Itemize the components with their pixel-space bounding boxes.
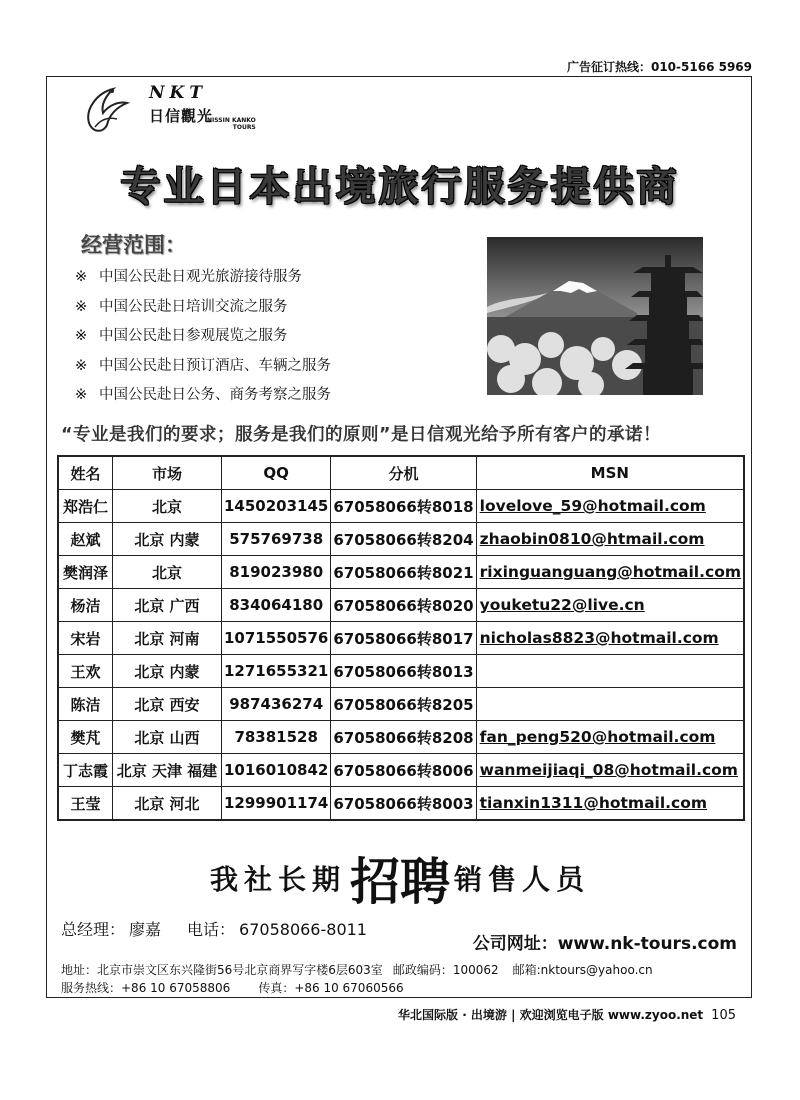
list-item — [75, 352, 331, 382]
cell-name: 宋岩 — [58, 622, 112, 655]
list-item — [75, 293, 331, 323]
table-row — [58, 688, 744, 721]
cell-market: 北京 内蒙 — [112, 655, 221, 688]
cell-market: 北京 内蒙 — [112, 523, 221, 556]
cell-market: 北京 广西 — [112, 589, 221, 622]
col-header-extension: 分机 — [331, 456, 476, 490]
general-manager-line — [61, 917, 371, 940]
table-row — [58, 556, 744, 589]
email[interactable]: 邮箱:nktours@yahoo.cn — [512, 963, 653, 977]
cell-extension: 67058066转8013 — [331, 655, 476, 688]
phone-number: 67058066-8011 — [239, 920, 367, 939]
scope-item-text: 中国公民赴日培训交流之服务 — [99, 298, 288, 315]
reference-mark-icon: ※ — [75, 269, 88, 285]
cell-qq: 575769738 — [222, 523, 331, 556]
cell-market: 北京 — [112, 490, 221, 523]
cell-qq: 819023980 — [222, 556, 331, 589]
address-line — [61, 961, 653, 978]
cell-msn[interactable]: rixinguanguang@hotmail.com — [476, 556, 744, 589]
logo-chinese-name: 日信觀光 — [149, 107, 214, 125]
business-scope-title: 经营范围： — [81, 233, 186, 257]
cell-extension: 67058066转8204 — [331, 523, 476, 556]
scope-item-text: 中国公民赴日预订酒店、车辆之服务 — [99, 357, 331, 374]
cell-qq: 987436274 — [222, 688, 331, 721]
logo-english-name — [207, 117, 256, 131]
cell-msn — [476, 655, 744, 688]
cell-market: 北京 山西 — [112, 721, 221, 754]
cell-msn[interactable]: tianxin1311@hotmail.com — [476, 787, 744, 821]
company-logo — [79, 83, 299, 139]
logo-en-line2: TOURS — [232, 124, 256, 131]
cell-extension: 67058066转8006 — [331, 754, 476, 787]
phone-label: 电话： — [187, 920, 236, 939]
cell-msn[interactable]: wanmeijiaqi_08@hotmail.com — [476, 754, 744, 787]
cell-msn[interactable]: nicholas8823@hotmail.com — [476, 622, 744, 655]
recruitment-banner — [47, 842, 753, 914]
cell-name: 丁志霞 — [58, 754, 112, 787]
business-scope-list — [75, 263, 331, 411]
staff-contact-table — [57, 455, 745, 821]
crane-logo-icon — [79, 83, 131, 137]
footer-text: 华北国际版 · 出境游 | 欢迎浏览电子版 www.zyoo.net — [398, 1008, 704, 1022]
cell-msn[interactable]: lovelove_59@hotmail.com — [476, 490, 744, 523]
cell-msn[interactable]: fan_peng520@hotmail.com — [476, 721, 744, 754]
cell-market: 北京 河北 — [112, 787, 221, 821]
reference-mark-icon: ※ — [75, 298, 88, 315]
cell-extension: 67058066转8020 — [331, 589, 476, 622]
cell-msn[interactable]: zhaobin0810@htmail.com — [476, 523, 744, 556]
table-row — [58, 754, 744, 787]
cell-qq: 1071550576 — [222, 622, 331, 655]
cell-market: 北京 河南 — [112, 622, 221, 655]
table-row — [58, 589, 744, 622]
ad-hotline: 广告征订热线：010-5166 5969 — [566, 60, 752, 74]
gm-label: 总经理： — [61, 920, 126, 939]
col-header-qq: QQ — [222, 456, 331, 490]
list-item — [75, 381, 331, 411]
cell-market: 北京 天津 福建 — [112, 754, 221, 787]
scope-item-text: 中国公民赴日公务、商务考察之服务 — [99, 387, 331, 403]
list-item — [75, 322, 331, 352]
table-row — [58, 490, 744, 523]
ad-frame — [46, 76, 752, 998]
postcode: 邮政编码：100062 — [392, 963, 499, 977]
list-item — [75, 263, 331, 293]
cell-extension: 67058066转8208 — [331, 721, 476, 754]
logo-nkt-text: NKT — [149, 83, 207, 103]
gm-name: 廖嘉 — [129, 920, 162, 939]
company-slogan: “专业是我们的要求；服务是我们的原则”是日信观光给予所有客户的承诺！ — [61, 425, 662, 445]
cell-market: 北京 西安 — [112, 688, 221, 721]
cell-name: 陈洁 — [58, 688, 112, 721]
recruit-text-1: 我社长期 — [209, 863, 346, 896]
table-row — [58, 523, 744, 556]
reference-mark-icon: ※ — [75, 357, 88, 374]
cell-name: 郑浩仁 — [58, 490, 112, 523]
cell-qq: 834064180 — [222, 589, 331, 622]
cell-msn — [476, 688, 744, 721]
table-row — [58, 721, 744, 754]
col-header-market: 市场 — [112, 456, 221, 490]
table-row — [58, 655, 744, 688]
reference-mark-icon: ※ — [75, 387, 88, 403]
cell-extension: 67058066转8017 — [331, 622, 476, 655]
cell-name: 王欢 — [58, 655, 112, 688]
cell-name: 杨洁 — [58, 589, 112, 622]
cell-qq: 1299901174 — [222, 787, 331, 821]
cell-name: 王莹 — [58, 787, 112, 821]
cell-qq: 1271655321 — [222, 655, 331, 688]
cell-market: 北京 — [112, 556, 221, 589]
cell-name: 樊芃 — [58, 721, 112, 754]
main-headline: 专业日本出境旅行服务提供商 — [120, 164, 680, 210]
col-header-name: 姓名 — [58, 456, 112, 490]
scope-item-text: 中国公民赴日参观展览之服务 — [99, 328, 288, 344]
logo-en-line1: NISSIN KANKO — [207, 117, 256, 124]
service-line — [61, 979, 404, 996]
cell-name: 赵斌 — [58, 523, 112, 556]
table-header-row — [58, 456, 744, 490]
company-website[interactable]: 公司网址：www.nk-tours.com — [472, 934, 737, 954]
table-row — [58, 622, 744, 655]
table-row — [58, 787, 744, 821]
cell-qq: 1016010842 — [222, 754, 331, 787]
recruit-text-highlight: 招聘 — [350, 853, 450, 911]
recruit-text-2: 销售人员 — [454, 863, 591, 896]
mount-fuji-pagoda-photo — [487, 237, 703, 395]
col-header-msn: MSN — [476, 456, 744, 490]
scope-item-text: 中国公民赴日观光旅游接待服务 — [99, 269, 302, 285]
cell-extension: 67058066转8003 — [331, 787, 476, 821]
cell-extension: 67058066转8018 — [331, 490, 476, 523]
cell-msn[interactable]: youketu22@live.cn — [476, 589, 744, 622]
cell-qq: 78381528 — [222, 721, 331, 754]
cell-extension: 67058066转8021 — [331, 556, 476, 589]
page-footer — [398, 1006, 736, 1023]
service-hotline: 服务热线：+86 10 67058806 — [61, 981, 231, 995]
page-number: 105 — [711, 1008, 736, 1023]
reference-mark-icon: ※ — [75, 328, 88, 344]
address: 地址：北京市崇文区东兴隆街56号北京商界写字楼6层603室 — [61, 963, 383, 977]
cell-qq: 1450203145 — [222, 490, 331, 523]
cell-name: 樊润泽 — [58, 556, 112, 589]
fax: 传真：+86 10 67060566 — [258, 981, 404, 995]
cell-extension: 67058066转8205 — [331, 688, 476, 721]
